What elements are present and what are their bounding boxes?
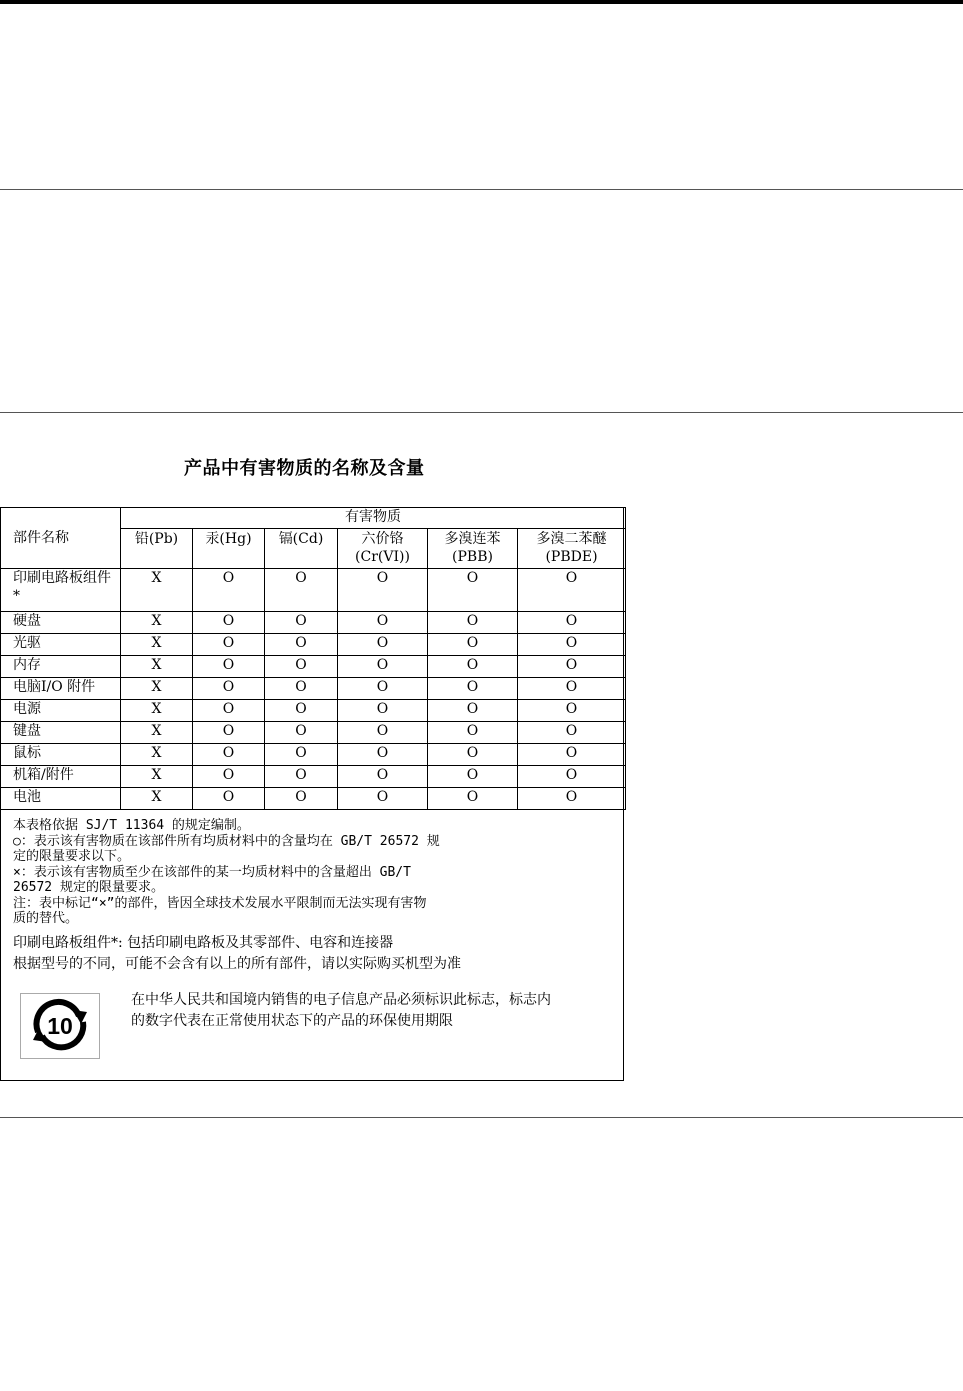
substance-value-cell: O [518,612,626,634]
substance-value-cell: O [338,634,428,656]
substance-value-cell: O [265,744,338,766]
substance-value-cell: X [121,569,193,612]
table-row [1,678,626,700]
substance-column-header [518,529,626,569]
table-row [1,569,626,612]
note-line: 注：表中标记“×”的部件，皆因全球技术发展水平限制而无法实现有害物 [13,895,427,911]
note-line: ○：表示该有害物质在该部件所有均质材料中的含量均在 GB/T 26572 规 [13,833,440,849]
substance-value-cell: O [338,766,428,788]
part-name-cell: 鼠标 [1,744,121,766]
substance-value-cell: O [338,744,428,766]
substance-value-cell: O [428,678,518,700]
note-line: 质的替代。 [13,911,79,926]
section-divider [0,412,963,413]
substance-value-cell: O [518,744,626,766]
substance-value-cell: O [265,634,338,656]
table-row [1,700,626,722]
substance-value-cell: O [193,569,265,612]
note-line: 定的限量要求以下。 [13,849,131,864]
substance-value-cell: X [121,612,193,634]
hazardous-substance-header: 有害物质 [121,508,626,529]
part-name-cell: 电脑I/O 附件 [1,678,121,700]
substance-column-header [338,529,428,569]
section-divider [0,189,963,190]
substance-value-cell: O [428,788,518,810]
table-row [1,722,626,744]
substance-value-cell: O [265,612,338,634]
substance-value-cell: O [428,766,518,788]
substance-value-cell: O [338,722,428,744]
substance-value-cell: O [338,678,428,700]
substance-value-cell: O [428,744,518,766]
efup-number: 10 [47,1013,73,1039]
table-row [1,744,626,766]
substance-value-cell: O [265,766,338,788]
environment-friendly-use-period-icon [20,993,100,1059]
substance-value-cell: X [121,656,193,678]
substance-value-cell: X [121,744,193,766]
substance-value-cell: O [428,722,518,744]
substance-symbol: (PBB) [452,549,493,565]
substance-value-cell: O [193,612,265,634]
substance-value-cell: O [518,766,626,788]
note-line: 26572 规定的限量要求。 [13,880,164,895]
substance-value-cell: X [121,700,193,722]
substance-value-cell: O [338,656,428,678]
substance-name: 多溴二苯醚 [536,531,607,547]
substance-value-cell: O [518,722,626,744]
table-row [1,766,626,788]
top-rule [0,0,963,4]
part-name-cell: 印刷电路板组件* [1,569,121,612]
substance-value-cell: O [428,700,518,722]
substance-value-cell: O [518,569,626,612]
substance-name: 多溴连苯 [444,531,501,547]
table-footnotes [13,933,613,975]
footnote-line: 印刷电路板组件*: 包括印刷电路板及其零部件、电容和连接器 [13,935,394,951]
substance-name: 镉(Cd) [278,531,324,547]
part-name-cell: 键盘 [1,722,121,744]
substance-value-cell: O [428,656,518,678]
table-row [1,634,626,656]
substance-value-cell: O [265,569,338,612]
part-name-cell: 电池 [1,788,121,810]
substance-value-cell: O [265,678,338,700]
substance-value-cell: O [518,656,626,678]
substance-value-cell: O [265,788,338,810]
substance-column-header [428,529,518,569]
substance-value-cell: O [428,634,518,656]
substance-value-cell: X [121,678,193,700]
page-title: 产品中有害物质的名称及含量 [184,458,425,479]
footnote-line: 根据型号的不同，可能不会含有以上的所有部件，请以实际购买机型为准 [13,956,461,972]
part-name-cell: 硬盘 [1,612,121,634]
substance-symbol: (Cr(VI)) [355,549,410,565]
substance-value-cell: X [121,634,193,656]
substance-value-cell: O [193,634,265,656]
substance-value-cell: O [338,569,428,612]
substance-value-cell: O [193,678,265,700]
substance-name: 铅(Pb) [134,531,179,547]
substance-value-cell: O [518,700,626,722]
substance-value-cell: O [338,700,428,722]
substance-value-cell: X [121,766,193,788]
hazardous-substances-table [0,507,626,810]
substance-value-cell: X [121,722,193,744]
table-row [1,656,626,678]
substance-column-header [265,529,338,569]
part-name-cell: 光驱 [1,634,121,656]
section-divider [0,1117,963,1118]
substance-value-cell: O [338,788,428,810]
substance-value-cell: O [193,766,265,788]
substance-value-cell: O [518,634,626,656]
substance-value-cell: O [193,722,265,744]
substance-column-header [193,529,265,569]
substance-name: 六价铬 [361,531,404,547]
substance-value-cell: O [518,788,626,810]
substance-value-cell: O [265,700,338,722]
substance-value-cell: O [193,656,265,678]
substance-value-cell: O [265,656,338,678]
substance-value-cell: O [428,612,518,634]
note-line: 本表格依据 SJ/T 11364 的规定编制。 [13,818,250,833]
part-name-header: 部件名称 [1,508,121,569]
substance-name: 汞(Hg) [205,531,252,547]
table-notes [13,818,613,927]
substance-value-cell: O [338,612,428,634]
mark-description-line: 的数字代表在正常使用状态下的产品的环保使用期限 [131,1013,453,1029]
substance-value-cell: O [193,744,265,766]
efup-mark-description [131,990,616,1032]
part-name-cell: 电源 [1,700,121,722]
substance-value-cell: X [121,788,193,810]
substance-symbol: (PBDE) [545,549,598,565]
substance-value-cell: O [193,788,265,810]
table-row [1,612,626,634]
mark-description-line: 在中华人民共和国境内销售的电子信息产品必须标识此标志，标志内 [131,992,551,1008]
part-name-cell: 内存 [1,656,121,678]
substance-value-cell: O [193,700,265,722]
substance-value-cell: O [428,569,518,612]
substance-value-cell: O [265,722,338,744]
part-name-cell: 机箱/附件 [1,766,121,788]
note-line: ×：表示该有害物质至少在该部件的某一均质材料中的含量超出 GB/T [13,864,411,880]
table-row [1,788,626,810]
substance-column-header [121,529,193,569]
substance-value-cell: O [518,678,626,700]
